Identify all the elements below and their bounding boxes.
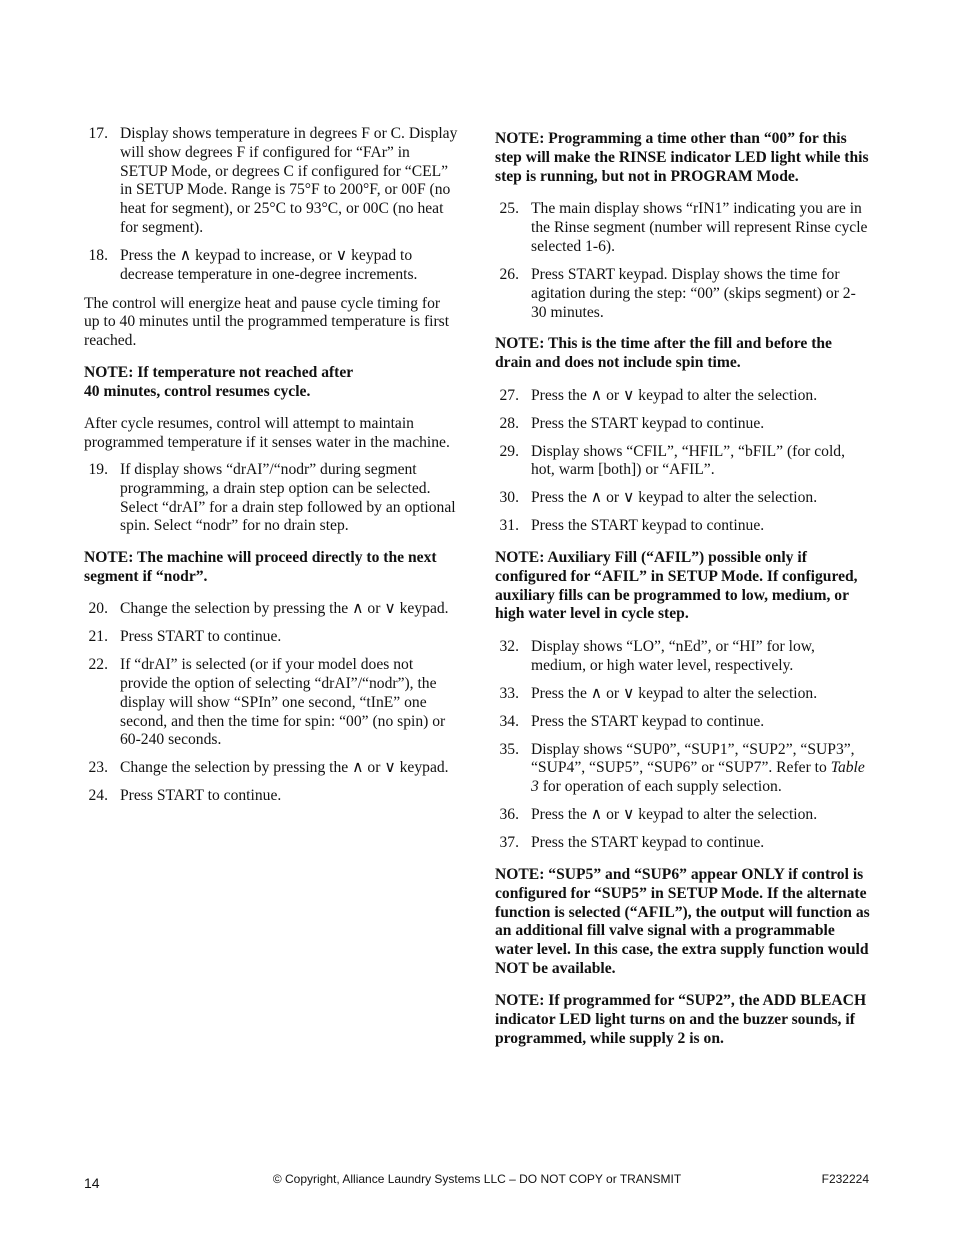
step-36 — [495, 806, 870, 825]
step-text: Press the START keypad to continue. — [531, 712, 765, 730]
step-number: 27. — [499, 386, 519, 404]
step-text: Press the START keypad to continue. — [531, 414, 765, 432]
step-30 — [495, 489, 870, 508]
step-23 — [84, 759, 459, 778]
step-21 — [84, 628, 459, 647]
step-text: Press START keypad. Display shows the time for agitation during the step: “00” (skips segment) or 2-30 minutes. — [531, 265, 856, 321]
page-number: 14 — [84, 1175, 100, 1191]
step-number: 37. — [499, 834, 519, 852]
step-29 — [495, 443, 870, 481]
step-37 — [495, 834, 870, 853]
temperature-note — [84, 364, 459, 402]
step-number: 18. — [88, 246, 108, 264]
step-text: Press START to continue. — [120, 787, 282, 805]
step-number: 22. — [88, 656, 108, 674]
step-number: 35. — [499, 740, 519, 758]
step-text: Press the ∧ keypad to increase, or ∨ keypad to decrease temperature in one-degree increments. — [120, 246, 418, 283]
step-text-before: Display shows “SUP0”, “SUP1”, “SUP2”, “SUP3”, “SUP4”, “SUP5”, “SUP6” or “SUP7”. Refer to — [531, 740, 855, 777]
step-20 — [84, 600, 459, 619]
step-text: Press the ∧ or ∨ keypad to alter the selection. — [531, 489, 818, 507]
step-number: 20. — [88, 600, 108, 618]
step-27 — [495, 387, 870, 406]
right-column — [495, 130, 870, 1062]
step-number: 17. — [88, 125, 108, 142]
step-text: Press the START keypad to continue. — [531, 834, 765, 852]
step-text: Press the ∧ or ∨ keypad to alter the selection. — [531, 386, 818, 404]
step-18 — [84, 247, 459, 285]
temperature-note-line-2: 40 minutes, control resumes cycle. — [84, 382, 311, 400]
step-32 — [495, 638, 870, 676]
table-reference: Table 3 — [531, 759, 865, 796]
step-text: Press the START keypad to continue. — [531, 517, 765, 535]
step-24 — [84, 787, 459, 806]
step-text: Display shows “CFIL”, “HFIL”, “bFIL” (for cold, hot, warm [both]) or “AFIL”. — [531, 442, 845, 479]
step-28 — [495, 415, 870, 434]
step-text: Change the selection by pressing the ∧ or ∨ keypad. — [120, 759, 449, 777]
step-35 — [495, 741, 870, 797]
sup5-note: NOTE: “SUP5” and “SUP6” appear ONLY if control is configured for “SUP5” in SETUP Mode. If the alternate function is selected (“AFIL”), the output will function as an additional fill valve signal with a programmable water level. In this case, the extra supply function would NOT be available. — [495, 865, 870, 977]
step-number: 23. — [88, 759, 108, 777]
step-number: 32. — [499, 637, 519, 655]
copyright-notice: © Copyright, Alliance Laundry Systems LLC – DO NOT COPY or TRANSMIT — [272, 1172, 682, 1186]
step-number: 34. — [499, 712, 519, 730]
step-text: The main display shows “rIN1” indicating you are in the Rinse segment (number will represent Rinse cycle selected 1-6). — [531, 200, 868, 255]
step-25 — [495, 200, 870, 256]
step-number: 19. — [88, 460, 108, 478]
document-code: F232224 — [821, 1172, 869, 1186]
step-text: Press the ∧ or ∨ keypad to alter the selection. — [531, 806, 818, 824]
nodr-note: NOTE: The machine will proceed directly to the next segment if “nodr”. — [84, 549, 437, 585]
step-text: Press START to continue. — [120, 628, 282, 646]
time-note: NOTE: This is the time after the fill and before the drain and does not include spin time. — [495, 335, 832, 372]
temperature-note-line-1: NOTE: If temperature not reached after — [84, 364, 354, 382]
step-text: If “drAI” is selected (or if your model does not provide the option of selecting “drAI”/“nodr”), the display will show “SPIn” one second, “tInE” one second, and then the time for spin: “00” (no spin) or 60-240 seconds. — [120, 656, 446, 749]
step-19 — [84, 461, 459, 536]
step-number: 25. — [499, 200, 519, 218]
left-column — [84, 125, 459, 815]
step-number: 36. — [499, 806, 519, 824]
step-text: Press the ∧ or ∨ keypad to alter the selection. — [531, 684, 818, 702]
step-31 — [495, 517, 870, 536]
step-number: 30. — [499, 489, 519, 507]
step-text: Change the selection by pressing the ∧ or ∨ keypad. — [120, 600, 449, 618]
step-number: 29. — [499, 442, 519, 460]
heat-paragraph: The control will energize heat and pause cycle timing for up to 40 minutes until the programmed temperature is first reached. — [84, 294, 450, 350]
step-22 — [84, 656, 459, 750]
step-number: 31. — [499, 517, 519, 535]
step-text: Display shows temperature in degrees F or C. Display will show degrees F if configured for “FAr” in SETUP Mode, or degrees C if configured for “CEL” in SETUP Mode. Range is 75°F to 200°F, or 00F (no heat for segment), or 25°C to 93°C, or 00C (no heat for segment). — [120, 125, 458, 236]
step-number: 33. — [499, 684, 519, 702]
rinse-note: NOTE: Programming a time other than “00” for this step will make the RINSE indicator LED light while this step is running, but not in PROGRAM Mode. — [495, 130, 869, 185]
step-34 — [495, 713, 870, 732]
step-text: If display shows “drAI”/“nodr” during segment programming, a drain step option can be selected. Select “drAI” for a drain step followed by an optional spin. Select “nodr” for no drain step. — [120, 460, 456, 535]
step-33 — [495, 685, 870, 704]
step-17 — [84, 125, 459, 238]
step-number: 21. — [88, 628, 108, 646]
afil-note: NOTE: Auxiliary Fill (“AFIL”) possible only if configured for “AFIL” in SETUP Mode. If configured, auxiliary fills can be programmed to low, medium, or high water level in cycle step. — [495, 549, 858, 623]
step-text-after: for operation of each supply selection. — [538, 778, 782, 796]
step-number: 28. — [499, 414, 519, 432]
step-number: 26. — [499, 265, 519, 283]
step-text: Display shows “LO”, “nEd”, or “HI” for low, medium, or high water level, respectively. — [531, 637, 815, 674]
resume-paragraph: After cycle resumes, control will attempt to maintain programmed temperature if it senses water in the machine. — [84, 415, 450, 452]
step-26 — [495, 266, 870, 322]
sup2-note: NOTE: If programmed for “SUP2”, the ADD BLEACH indicator LED light turns on and the buzzer sounds, if programmed, while supply 2 is on. — [495, 992, 867, 1047]
step-number: 24. — [88, 787, 108, 805]
